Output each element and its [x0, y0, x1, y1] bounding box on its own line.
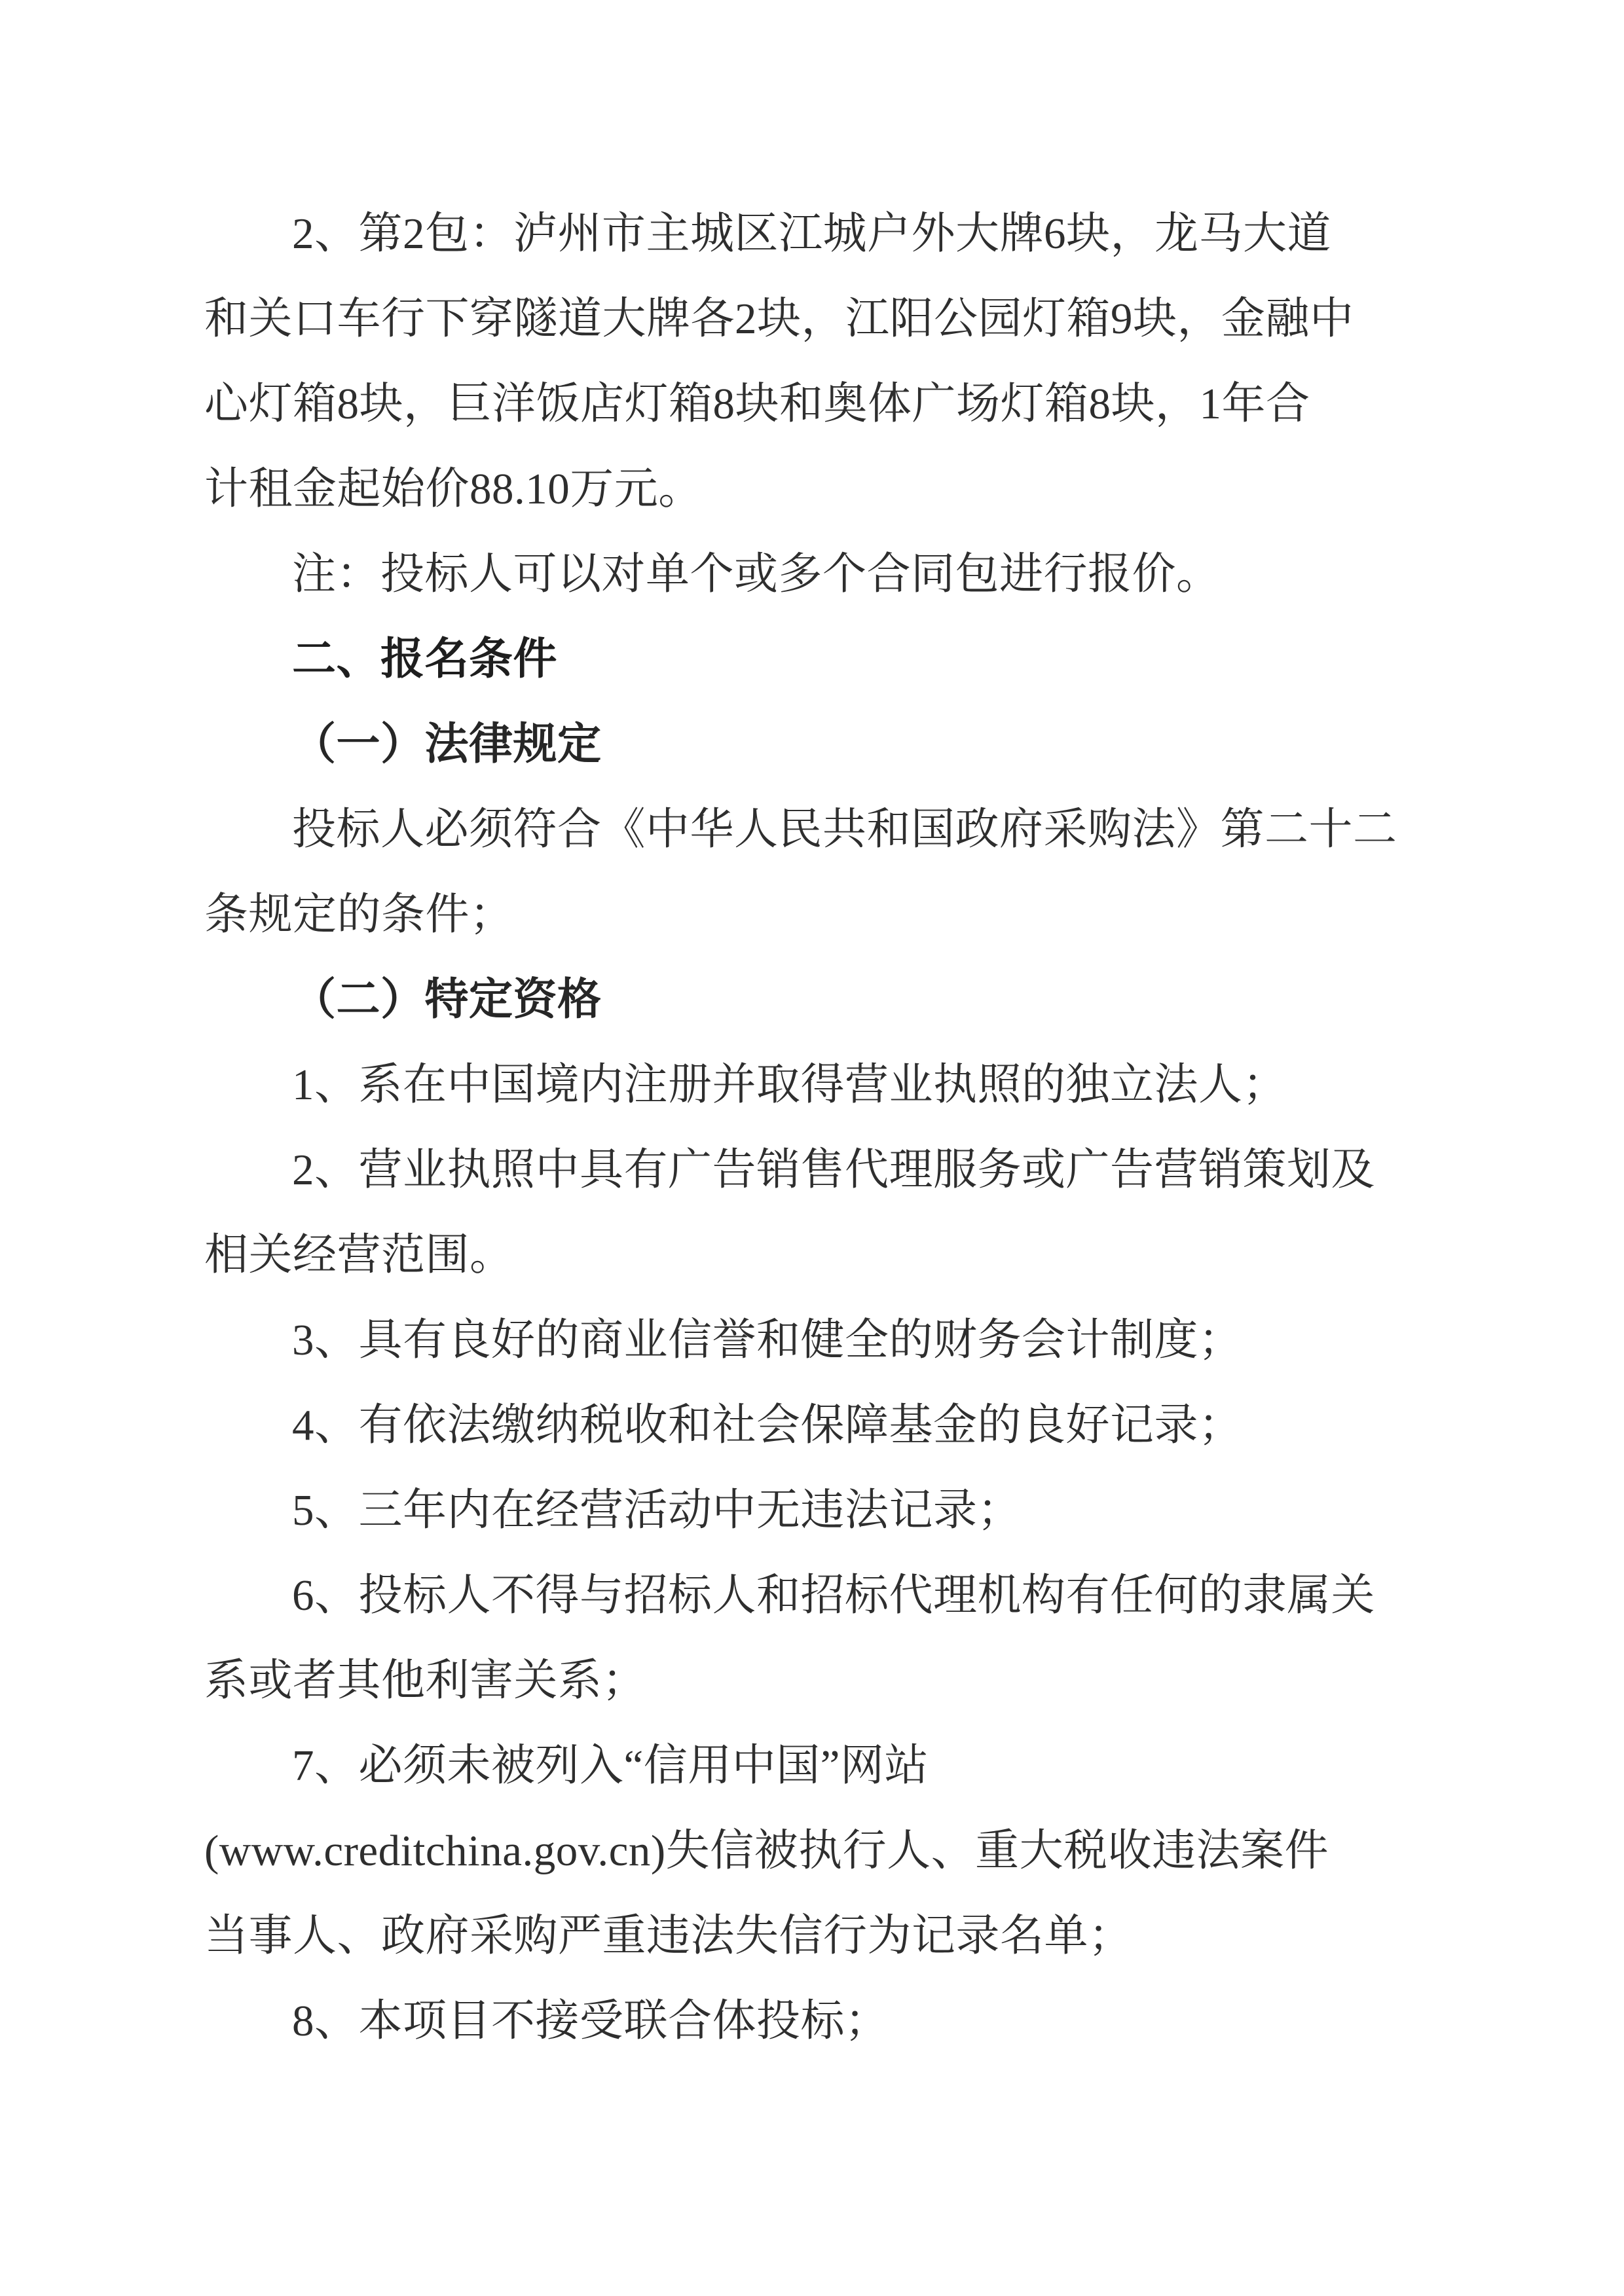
text-line: 注：投标人可以对单个或多个合同包进行报价。	[292, 550, 1221, 598]
text-line: 2、第2包：泸州市主城区江城户外大牌6块，龙马大道	[292, 210, 1331, 258]
text-line: 8、本项目不接受联合体投标；	[292, 1997, 889, 2045]
text-line: 计租金起始价88.10万元。	[204, 465, 703, 513]
text-line: 条规定的条件；	[204, 890, 514, 939]
text-line: 系或者其他利害关系；	[204, 1656, 646, 1705]
text-line: 4、有依法缴纳税收和社会保障基金的良好记录；	[292, 1401, 1243, 1449]
text-line: 相关经营范围。	[204, 1231, 514, 1279]
text-line: 6、投标人不得与招标人和招标代理机构有任何的隶属关	[292, 1571, 1375, 1620]
text-line: (www.creditchina.gov.cn)失信被执行人、重大税收违法案件	[204, 1827, 1329, 1875]
text-line: 7、必须未被列入“信用中国”网站	[292, 1741, 929, 1790]
text-line: （一）法律规定	[292, 720, 602, 769]
text-line: 2、营业执照中具有广告销售代理服务或广告营销策划及	[292, 1146, 1375, 1194]
text-line: 投标人必须符合《中华人民共和国政府采购法》第二十二	[292, 805, 1397, 854]
text-line: 和关口车行下穿隧道大牌各2块，江阳公园灯箱9块，金融中	[204, 295, 1354, 343]
document-text-block	[204, 191, 1406, 2064]
text-line: 5、三年内在经营活动中无违法记录；	[292, 1486, 1022, 1535]
text-line: 当事人、政府采购严重违法失信行为记录名单；	[204, 1912, 1133, 1960]
text-line: 心灯箱8块，巨洋饭店灯箱8块和奥体广场灯箱8块，1年合	[204, 380, 1310, 428]
text-line: 二、报名条件	[292, 634, 557, 683]
text-line: 1、系在中国境内注册并取得营业执照的独立法人；	[292, 1061, 1287, 1109]
text-line: （二）特定资格	[292, 975, 602, 1024]
text-line: 3、具有良好的商业信誉和健全的财务会计制度；	[292, 1316, 1243, 1364]
